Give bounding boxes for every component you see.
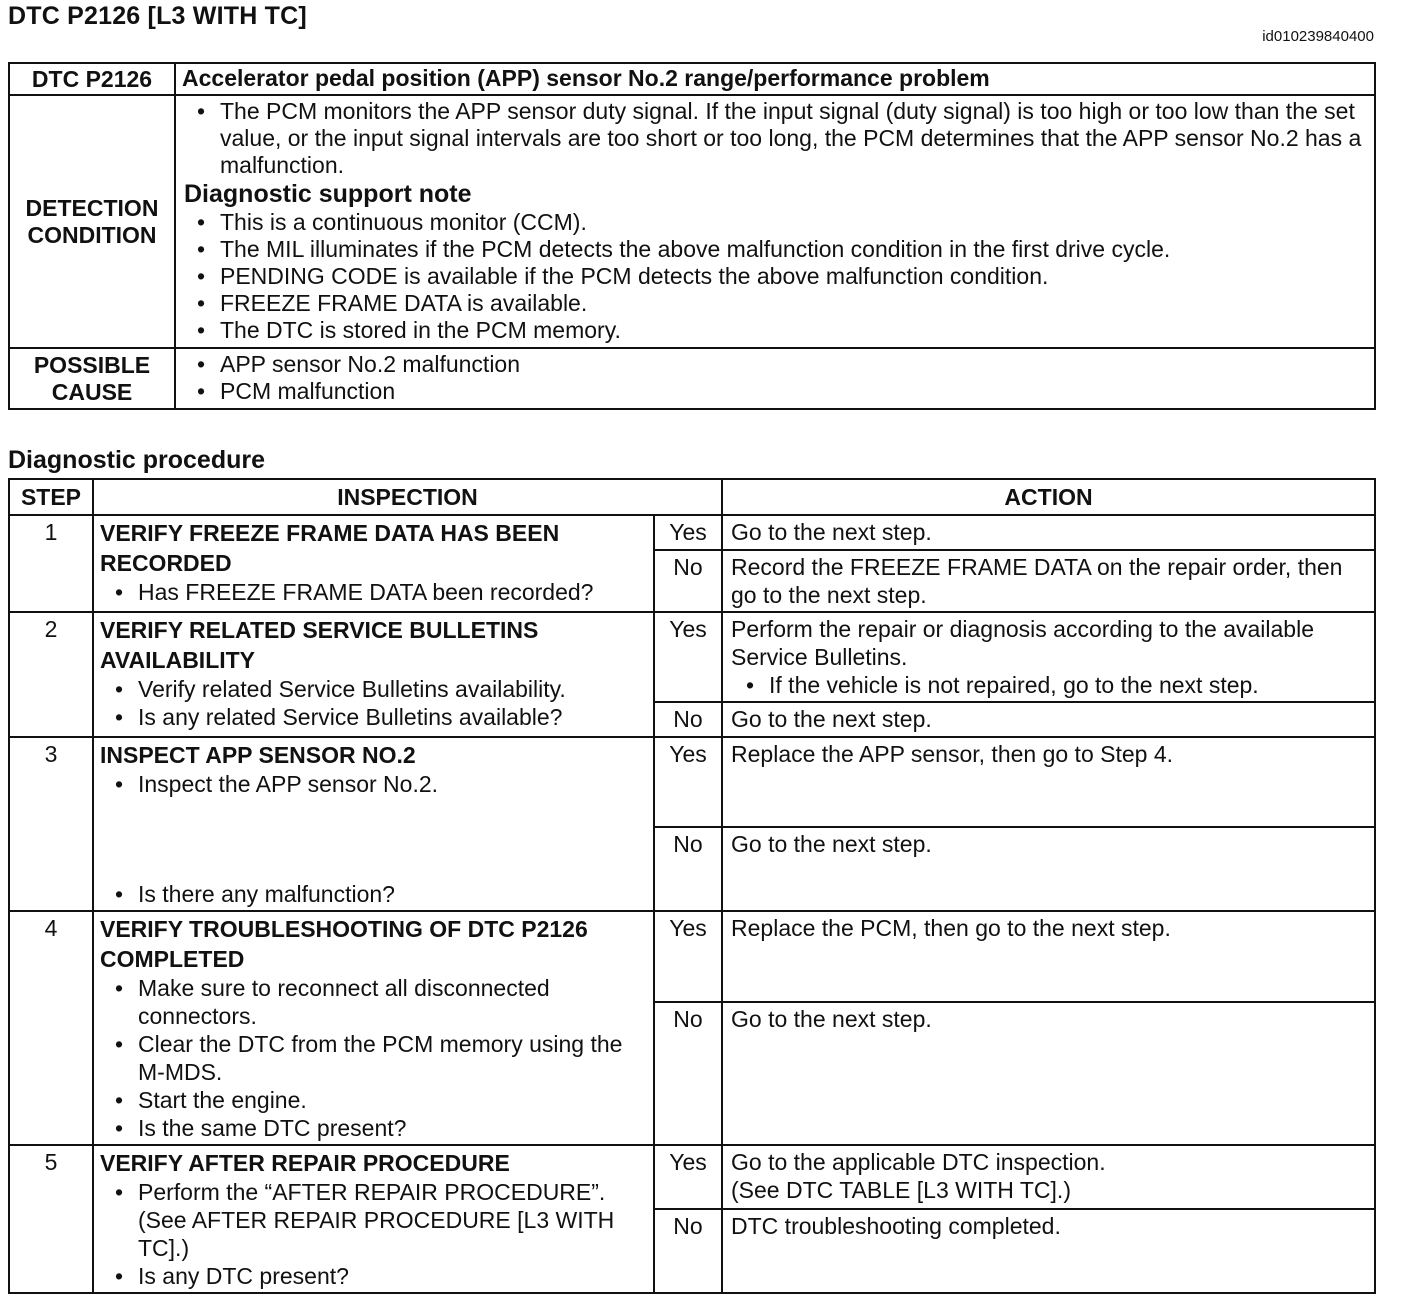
inspection-text: Is any related Service Bulletins available? — [138, 704, 563, 730]
bullet-icon: • — [196, 378, 206, 404]
list-item — [100, 1030, 647, 1086]
detection-label-line2: CONDITION — [27, 221, 157, 248]
dtc-code-description: Accelerator pedal position (APP) sensor No.2 range/performance problem — [175, 63, 1375, 95]
cause-label-line1: POSSIBLE — [33, 351, 151, 378]
table-row — [9, 612, 1375, 702]
no-action: Go to the next step. — [722, 827, 1375, 911]
dtc-code-label: DTC P2126 — [9, 63, 175, 95]
bullet-icon: • — [114, 704, 124, 730]
inspection-text: Perform the “AFTER REPAIR PROCEDURE”. (See AFTER REPAIR PROCEDURE [L3 WITH TC].) — [138, 1179, 615, 1261]
yes-action-text: Perform the repair or diagnosis according to the available Service Bulletins. — [731, 616, 1315, 670]
page-title: DTC P2126 [L3 WITH TC] — [8, 2, 307, 30]
list-item — [182, 263, 1368, 290]
support-item-text: This is a continuous monitor (CCM). — [220, 209, 587, 235]
step-inspection — [93, 911, 654, 1145]
list-item — [100, 1114, 647, 1142]
bullet-icon: • — [114, 1263, 124, 1289]
bullet-icon: • — [196, 351, 206, 377]
bullet-icon: • — [114, 1115, 124, 1141]
list-item — [100, 1086, 647, 1114]
bullet-icon: • — [114, 975, 124, 1001]
bullet-icon: • — [196, 98, 206, 124]
table-row — [9, 515, 1375, 550]
step-number: 4 — [9, 911, 93, 1145]
step-inspection — [93, 515, 654, 612]
support-note-heading: Diagnostic support note — [184, 180, 472, 208]
yes-label: Yes — [654, 612, 722, 702]
yes-label: Yes — [654, 911, 722, 1002]
procedure-heading: Diagnostic procedure — [8, 446, 265, 474]
list-item — [182, 378, 1368, 405]
inspection-text: Is any DTC present? — [138, 1263, 349, 1289]
yes-label: Yes — [654, 1145, 722, 1209]
step-heading: VERIFY TROUBLESHOOTING OF DTC P2126 COMPLETED — [100, 916, 588, 972]
support-note-list — [182, 209, 1368, 344]
bullet-icon: • — [196, 263, 206, 289]
dtc-code-row — [9, 63, 1375, 95]
inspection-text: Has FREEZE FRAME DATA been recorded? — [138, 579, 594, 605]
action-bullet-text: If the vehicle is not repaired, go to the next step. — [769, 672, 1259, 698]
bullet-icon: • — [745, 672, 755, 698]
detection-main-text: The PCM monitors the APP sensor duty signal. If the input signal (duty signal) is too high or too low than the set value, or the input signal intervals are too short or too long, the PCM determines that the APP sensor No.2 has a malfunction. — [220, 98, 1362, 178]
no-label: No — [654, 1002, 722, 1145]
no-label: No — [654, 1209, 722, 1293]
list-item — [182, 317, 1368, 344]
diagnostic-procedure-table — [8, 478, 1376, 1294]
bullet-icon: • — [196, 317, 206, 343]
bullet-icon: • — [196, 236, 206, 262]
support-item-text: The MIL illuminates if the PCM detects the above malfunction condition in the first drive cycle. — [220, 236, 1171, 262]
inspection-text: Clear the DTC from the PCM memory using the M-MDS. — [138, 1031, 623, 1085]
support-item-text: FREEZE FRAME DATA is available. — [220, 290, 588, 316]
step-heading: INSPECT APP SENSOR NO.2 — [100, 742, 416, 768]
list-item — [100, 770, 647, 798]
inspection-text: Verify related Service Bulletins availability. — [138, 676, 566, 702]
step-heading: VERIFY FREEZE FRAME DATA HAS BEEN RECORDED — [100, 520, 560, 576]
possible-cause-row — [9, 348, 1375, 409]
inspection-text: Make sure to reconnect all disconnected connectors. — [138, 975, 550, 1029]
table-row — [9, 1145, 1375, 1209]
yes-action: Replace the PCM, then go to the next step. — [722, 911, 1375, 1002]
step-number: 3 — [9, 737, 93, 911]
no-action: Go to the next step. — [722, 1002, 1375, 1145]
list-item — [182, 351, 1368, 378]
yes-label: Yes — [654, 737, 722, 827]
yes-action: Go to the next step. — [722, 515, 1375, 550]
list-item — [100, 974, 647, 1030]
bullet-icon: • — [114, 1087, 124, 1113]
inspection-text: Inspect the APP sensor No.2. — [138, 771, 439, 797]
cause-text: PCM malfunction — [220, 378, 396, 404]
detection-label-line1: DETECTION — [25, 194, 159, 221]
no-action: DTC troubleshooting completed. — [722, 1209, 1375, 1293]
no-label: No — [654, 550, 722, 612]
yes-action-reference: (See DTC TABLE [L3 WITH TC].) — [731, 1177, 1071, 1203]
yes-action: Replace the APP sensor, then go to Step 4. — [722, 737, 1375, 827]
cause-label-line2: CAUSE — [51, 378, 133, 405]
yes-label: Yes — [654, 515, 722, 550]
list-item — [182, 236, 1368, 263]
bullet-icon: • — [114, 579, 124, 605]
yes-action-text: Go to the applicable DTC inspection. — [731, 1149, 1106, 1175]
possible-cause-label — [9, 348, 175, 409]
no-label: No — [654, 702, 722, 737]
step-heading: VERIFY RELATED SERVICE BULLETINS AVAILABILITY — [100, 617, 539, 673]
list-item — [100, 1262, 647, 1290]
step-inspection — [93, 1145, 654, 1293]
yes-action — [722, 612, 1375, 702]
no-label: No — [654, 827, 722, 911]
step-number: 5 — [9, 1145, 93, 1293]
column-header-action: ACTION — [722, 479, 1375, 515]
list-item — [100, 675, 647, 703]
table-header-row — [9, 479, 1375, 515]
list-item — [100, 578, 647, 606]
bullet-icon: • — [196, 209, 206, 235]
support-item-text: PENDING CODE is available if the PCM detects the above malfunction condition. — [220, 263, 1049, 289]
list-item — [100, 1178, 647, 1262]
inspection-text: Start the engine. — [138, 1087, 307, 1113]
bullet-icon: • — [114, 1031, 124, 1057]
no-action: Go to the next step. — [722, 702, 1375, 737]
dtc-info-table — [8, 62, 1376, 410]
inspection-text: Is the same DTC present? — [138, 1115, 407, 1141]
detection-condition-content — [175, 95, 1375, 348]
inspection-text: Is there any malfunction? — [138, 881, 395, 907]
list-item — [182, 98, 1368, 179]
list-item — [100, 703, 647, 731]
possible-cause-content — [175, 348, 1375, 409]
bullet-icon: • — [114, 881, 124, 907]
column-header-inspection: INSPECTION — [93, 479, 722, 515]
bullet-icon: • — [114, 771, 124, 797]
column-header-step: STEP — [9, 479, 93, 515]
bullet-icon: • — [114, 676, 124, 702]
step-number: 2 — [9, 612, 93, 737]
bullet-icon: • — [196, 290, 206, 316]
detection-condition-label — [9, 95, 175, 348]
list-item — [182, 290, 1368, 317]
list-item — [100, 880, 647, 908]
no-action: Record the FREEZE FRAME DATA on the repair order, then go to the next step. — [722, 550, 1375, 612]
step-heading: VERIFY AFTER REPAIR PROCEDURE — [100, 1150, 510, 1176]
step-inspection — [93, 612, 654, 737]
step-inspection — [93, 737, 654, 911]
step-number: 1 — [9, 515, 93, 612]
support-item-text: The DTC is stored in the PCM memory. — [220, 317, 621, 343]
table-row — [9, 737, 1375, 827]
list-item — [731, 671, 1366, 699]
document-id: id010239840400 — [1262, 28, 1374, 45]
detection-condition-row — [9, 95, 1375, 348]
list-item — [182, 209, 1368, 236]
cause-text: APP sensor No.2 malfunction — [220, 351, 521, 377]
table-row — [9, 911, 1375, 1002]
bullet-icon: • — [114, 1179, 124, 1205]
yes-action — [722, 1145, 1375, 1209]
